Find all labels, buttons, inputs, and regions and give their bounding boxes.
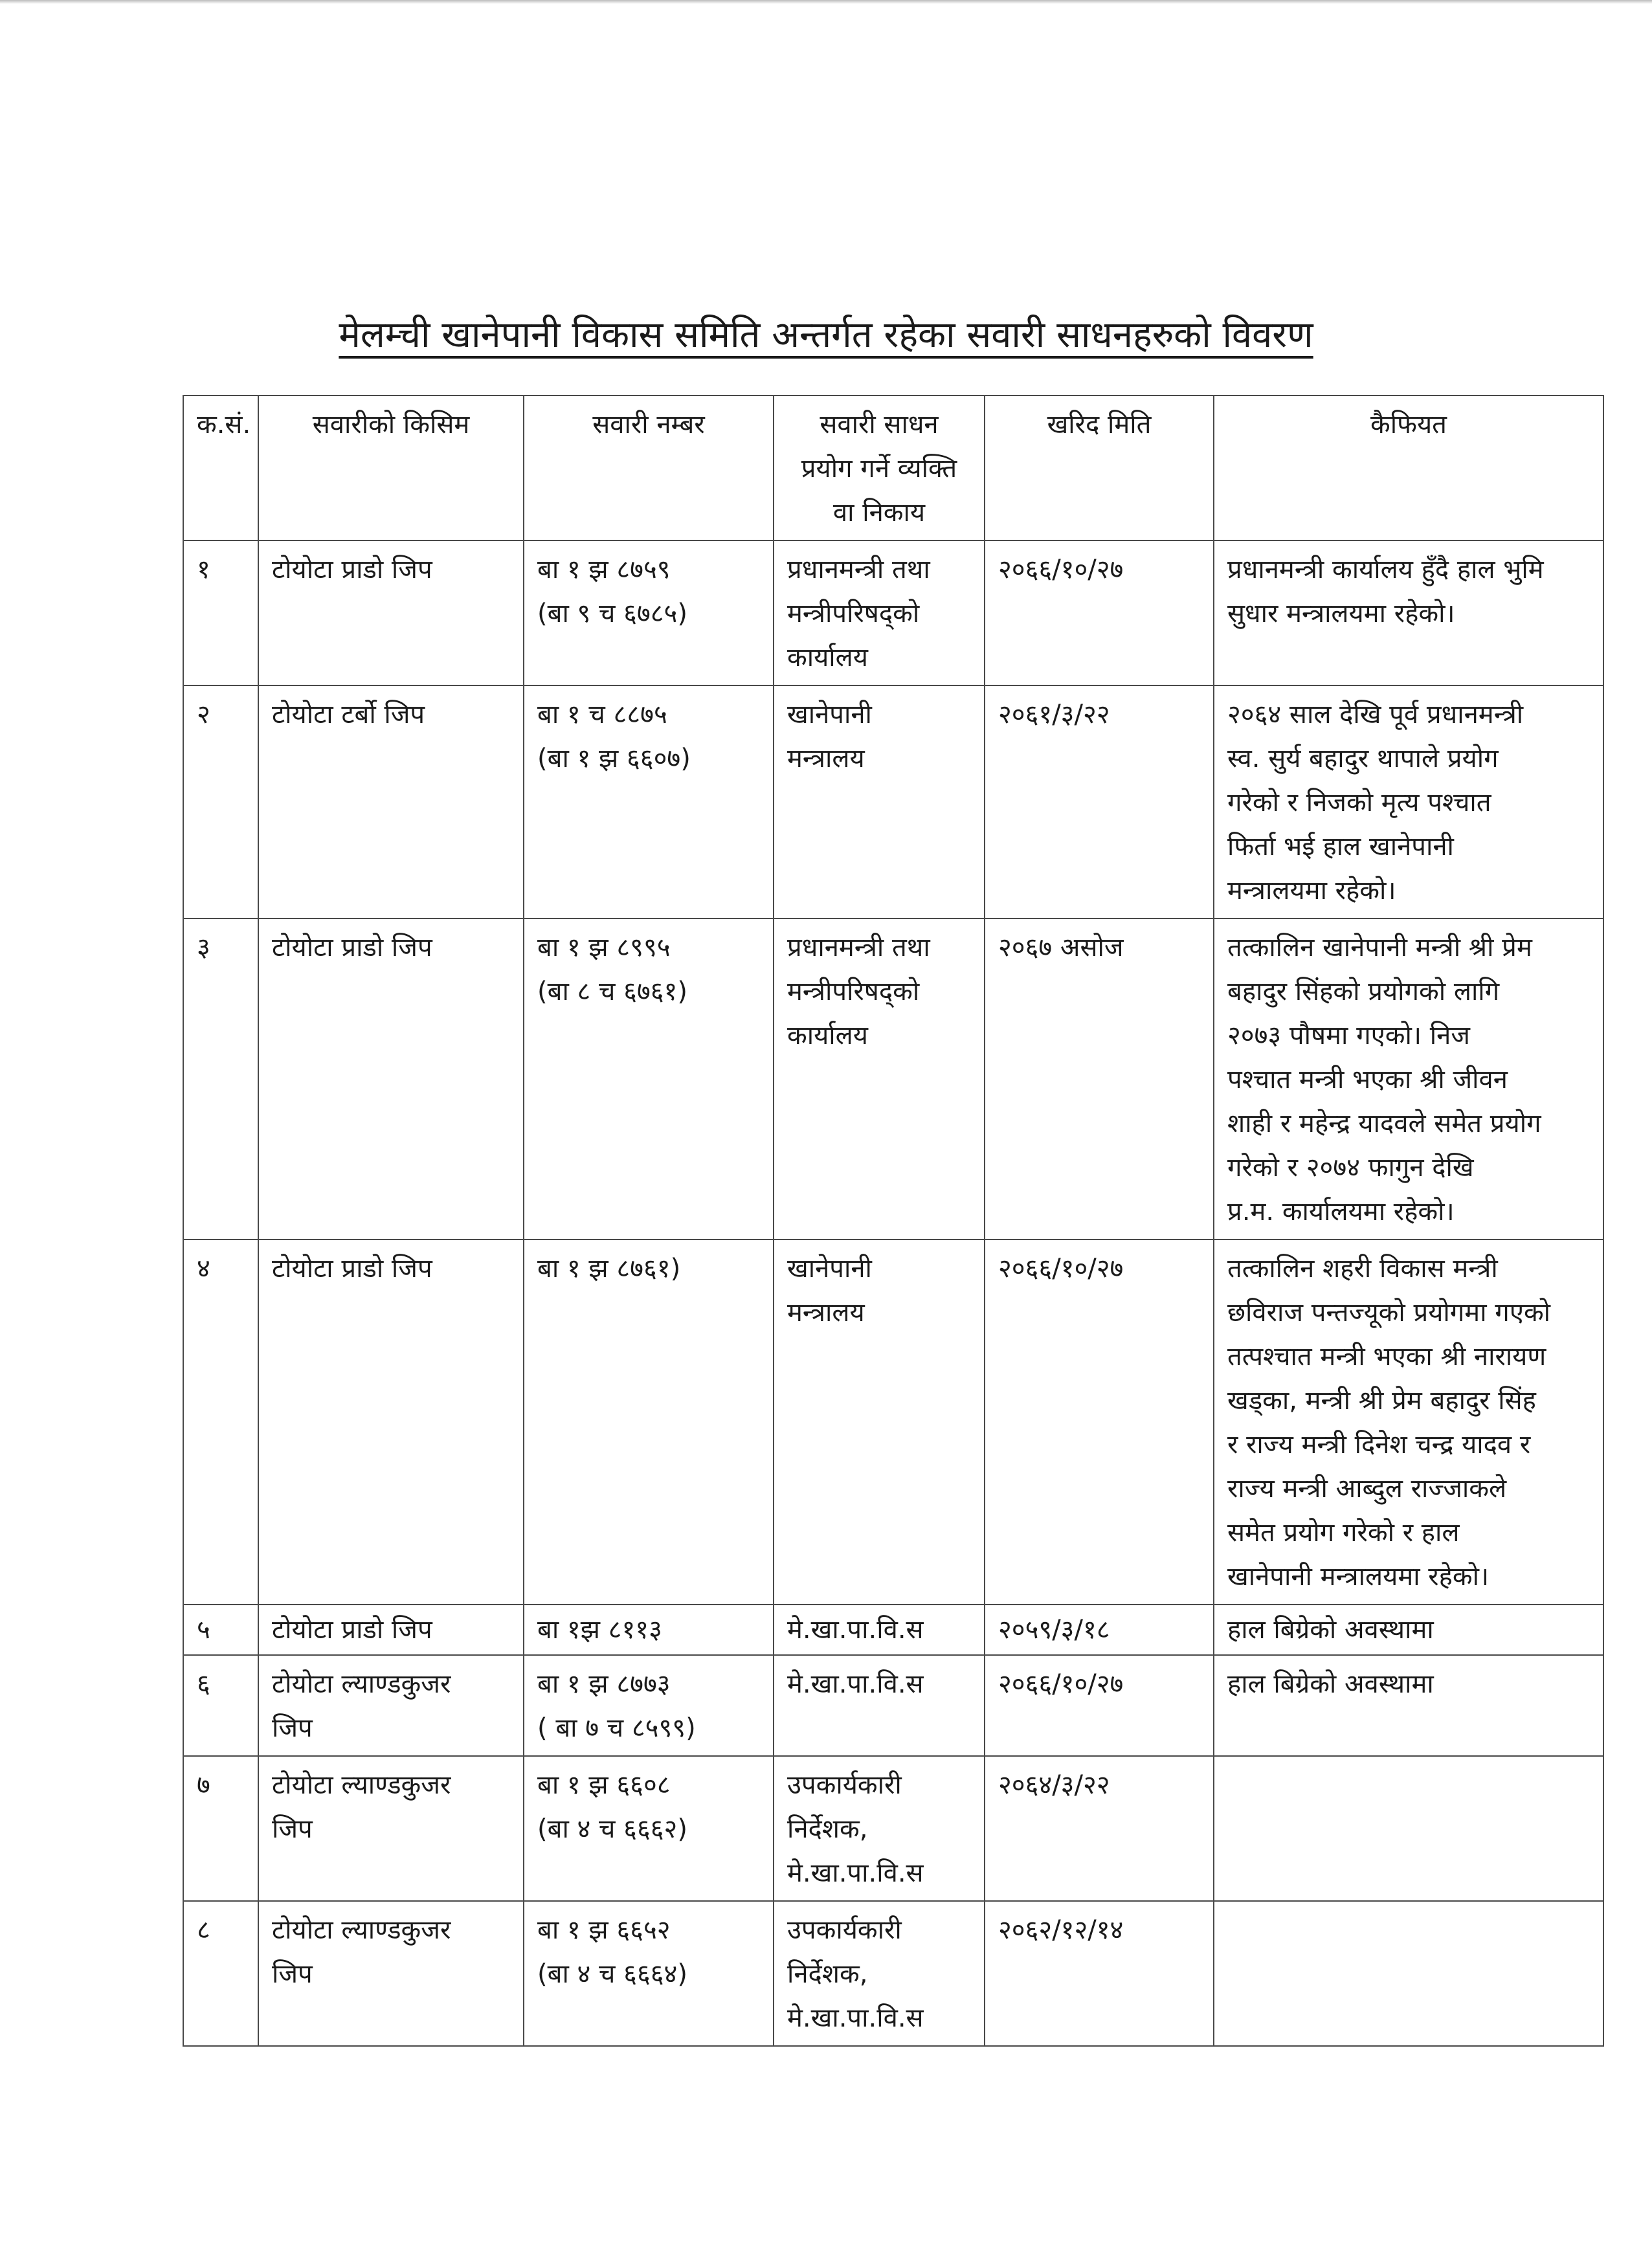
remarks-cell: तत्कालिन खानेपानी मन्त्री श्री प्रेम बहादुर सिंहको प्रयोगको लागि २०७३ पौषमा गएको। निज पश्चात मन्त्री भएका श्री जीवन शाही र महेन्द्र यादवले समेत प्रयोग गरेको र २०७४ फागुन देखि प्र.म. कार्यालयमा रहेको। bbox=[1214, 918, 1603, 1240]
document-title: मेलम्ची खानेपानी विकास समिति अन्तर्गत रहेका सवारी साधनहरुको विवरण bbox=[339, 314, 1313, 356]
table-header-row bbox=[183, 395, 1603, 540]
serial-cell: १ bbox=[183, 540, 258, 685]
vehicle-type-cell: टोयोटा ल्याण्डकुजर जिप bbox=[258, 1901, 524, 2046]
serial-cell: ५ bbox=[183, 1605, 258, 1655]
header-purchase-date: खरिद मिति bbox=[985, 395, 1214, 540]
remarks-cell: तत्कालिन शहरी विकास मन्त्री छविराज पन्तज्यूको प्रयोगमा गएको तत्पश्चात मन्त्री भएका श्री नारायण खड्का, मन्त्री श्री प्रेम बहादुर सिंह र राज्य मन्त्री दिनेश चन्द्र यादव र राज्य मन्त्री आब्दुल राज्जाकले समेत प्रयोग गरेको र हाल खानेपानी मन्त्रालयमा रहेको। bbox=[1214, 1240, 1603, 1605]
table-row bbox=[183, 1605, 1603, 1655]
serial-cell: ६ bbox=[183, 1655, 258, 1756]
user-cell: उपकार्यकारी निर्देशक, मे.खा.पा.वि.स bbox=[774, 1901, 985, 2046]
header-user: सवारी साधन प्रयोग गर्ने व्यक्ति वा निकाय bbox=[774, 395, 985, 540]
vehicle-number-cell: बा १ झ ८७७३ ( बा ७ च ८५९९) bbox=[524, 1655, 774, 1756]
remarks-cell: हाल बिग्रेको अवस्थामा bbox=[1214, 1655, 1603, 1756]
vehicle-table bbox=[183, 395, 1604, 2047]
serial-cell: ८ bbox=[183, 1901, 258, 2046]
vehicle-type-cell: टोयोटा ल्याण्डकुजर जिप bbox=[258, 1756, 524, 1901]
remarks-cell bbox=[1214, 1756, 1603, 1901]
vehicle-type-cell: टोयोटा प्राडो जिप bbox=[258, 1605, 524, 1655]
header-serial: क.सं. bbox=[183, 395, 258, 540]
table-row bbox=[183, 1655, 1603, 1756]
vehicle-type-cell: टोयोटा प्राडो जिप bbox=[258, 1240, 524, 1605]
header-remarks: कैफियत bbox=[1214, 395, 1603, 540]
serial-cell: २ bbox=[183, 685, 258, 918]
scan-edge bbox=[0, 0, 1652, 4]
serial-cell: ३ bbox=[183, 918, 258, 1240]
purchase-date-cell: २०६६/१०/२७ bbox=[985, 1240, 1214, 1605]
vehicle-type-cell: टोयोटा प्राडो जिप bbox=[258, 918, 524, 1240]
remarks-cell: प्रधानमन्त्री कार्यालय हुँदै हाल भुमि सुधार मन्त्रालयमा रहेको। bbox=[1214, 540, 1603, 685]
user-cell: प्रधानमन्त्री तथा मन्त्रीपरिषद्को कार्यालय bbox=[774, 540, 985, 685]
purchase-date-cell: २०६६/१०/२७ bbox=[985, 1655, 1214, 1756]
vehicle-number-cell: बा १ झ ८९९५ (बा ८ च ६७६१) bbox=[524, 918, 774, 1240]
table-row bbox=[183, 1756, 1603, 1901]
user-cell: प्रधानमन्त्री तथा मन्त्रीपरिषद्को कार्यालय bbox=[774, 918, 985, 1240]
vehicle-type-cell: टोयोटा प्राडो जिप bbox=[258, 540, 524, 685]
remarks-cell bbox=[1214, 1901, 1603, 2046]
user-cell: मे.खा.पा.वि.स bbox=[774, 1655, 985, 1756]
remarks-cell: हाल बिग्रेको अवस्थामा bbox=[1214, 1605, 1603, 1655]
header-vehicle-type: सवारीको किसिम bbox=[258, 395, 524, 540]
table-row bbox=[183, 1240, 1603, 1605]
purchase-date-cell: २०६४/३/२२ bbox=[985, 1756, 1214, 1901]
user-cell: खानेपानी मन्त्रालय bbox=[774, 685, 985, 918]
remarks-cell: २०६४ साल देखि पूर्व प्रधानमन्त्री स्व. सुर्य बहादुर थापाले प्रयोग गरेको र निजको मृत्य पश्चात फिर्ता भई हाल खानेपानी मन्त्रालयमा रहेको। bbox=[1214, 685, 1603, 918]
purchase-date-cell: २०६२/१२/१४ bbox=[985, 1901, 1214, 2046]
vehicle-type-cell: टोयोटा ल्याण्डकुजर जिप bbox=[258, 1655, 524, 1756]
serial-cell: ७ bbox=[183, 1756, 258, 1901]
purchase-date-cell: २०५९/३/१८ bbox=[985, 1605, 1214, 1655]
vehicle-number-cell: बा १झ ८११३ bbox=[524, 1605, 774, 1655]
vehicle-number-cell: बा १ झ ८७६१) bbox=[524, 1240, 774, 1605]
table-row bbox=[183, 918, 1603, 1240]
vehicle-type-cell: टोयोटा टर्बो जिप bbox=[258, 685, 524, 918]
vehicle-number-cell: बा १ झ ८७५९ (बा ९ च ६७८५) bbox=[524, 540, 774, 685]
table-row bbox=[183, 1901, 1603, 2046]
table-row bbox=[183, 540, 1603, 685]
table-row bbox=[183, 685, 1603, 918]
vehicle-number-cell: बा १ झ ६६५२ (बा ४ च ६६६४) bbox=[524, 1901, 774, 2046]
user-cell: उपकार्यकारी निर्देशक, मे.खा.पा.वि.स bbox=[774, 1756, 985, 1901]
vehicle-number-cell: बा १ झ ६६०८ (बा ४ च ६६६२) bbox=[524, 1756, 774, 1901]
header-vehicle-number: सवारी नम्बर bbox=[524, 395, 774, 540]
serial-cell: ४ bbox=[183, 1240, 258, 1605]
purchase-date-cell: २०६१/३/२२ bbox=[985, 685, 1214, 918]
vehicle-number-cell: बा १ च ८८७५ (बा १ झ ६६०७) bbox=[524, 685, 774, 918]
user-cell: खानेपानी मन्त्रालय bbox=[774, 1240, 985, 1605]
purchase-date-cell: २०६७ असोज bbox=[985, 918, 1214, 1240]
purchase-date-cell: २०६६/१०/२७ bbox=[985, 540, 1214, 685]
user-cell: मे.खा.पा.वि.स bbox=[774, 1605, 985, 1655]
